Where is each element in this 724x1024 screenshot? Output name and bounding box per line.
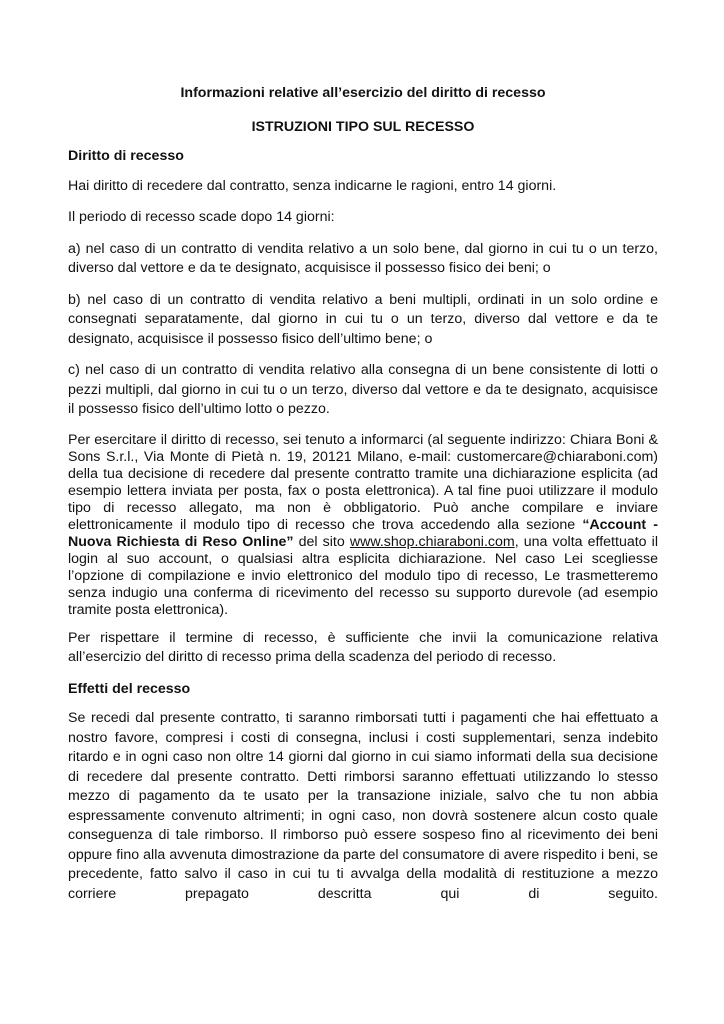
account-section-name: “Account - Nuova Richiesta di Reso Online”	[68, 516, 658, 550]
paragraph-withdrawal-period: Il periodo di recesso scade dopo 14 giorni:	[68, 209, 335, 225]
paragraph-how-to-withdraw	[68, 432, 658, 619]
paragraph-refund: Se recedi dal presente contratto, ti saranno rimborsati tutti i pagamenti che hai effettuato a nostro favore, compresi i costi di consegna, inclusi i costi supplementari, senza indebito ritardo e in ogni caso non oltre 14 giorni dal giorno in cui siamo informati della sua decisione di recedere dal presente contratto. Detti rimborsi saranno effettuati utilizzando lo stesso mezzo di pagamento da te usato per la transazione iniziale, salvo che tu non abbia espressamente convenuto altrimenti; in ogni caso, non dovrà sostenere alcun costo quale conseguenza di tale rimborso. Il rimborso può essere sospeso fino al ricevimento dei beni oppure fino alla avvenuta dimostrazione da parte del consumatore di avere rispedito i beni, se precedente, fatto salvo il caso in cui tu ti avvalga della modalità di restituzione a mezzo corriere prepagato descritta qui di seguito.	[68, 710, 658, 902]
section-heading-right-of-withdrawal: Diritto di recesso	[68, 148, 184, 164]
paragraph-case-b: b) nel caso di un contratto di vendita relativo a beni multipli, ordinati in un solo ordine e consegnati separatamente, dal giorno in cui tu o un terzo, diverso dal vettore e da te designato, acquisisce il possesso fisico dell’ultimo bene; o	[68, 291, 658, 347]
shop-website-link[interactable]: www.shop.chiaraboni.com	[349, 533, 515, 550]
paragraph-how-to-withdraw-text-2: del sito	[293, 533, 350, 550]
paragraph-how-to-withdraw-text-3: , una volta effettuato il login al suo account, o qualsiasi altra esplicita dichiarazione. Nel caso Lei scegliesse l’opzione di compilazione e invio elettronico del modulo tipo di recesso, Le trasmetteremo senza indugio una conferma di ricevimento del recesso su supporto durevole (ad esempio tramite posta elettronica).	[68, 533, 658, 618]
paragraph-case-c: c) nel caso di un contratto di vendita relativo alla consegna di un bene consistente di lotti o pezzi multipli, dal giorno in cui tu o un terzo, diverso dal vettore e da te designato, acquisisce il possesso fisico dell’ultimo lotto o pezzo.	[68, 362, 658, 417]
paragraph-case-a: a) nel caso di un contratto di vendita relativo a un solo bene, dal giorno in cui tu o un terzo, diverso dal vettore e da te designato, acquisisce il possesso fisico dei beni; o	[68, 240, 658, 276]
document-title: Informazioni relative all’esercizio del diritto di recesso	[180, 85, 546, 101]
document-page	[68, 84, 658, 916]
paragraph-withdrawal-right: Hai diritto di recedere dal contratto, senza indicarne le ragioni, entro 14 giorni.	[68, 177, 557, 194]
paragraph-deadline-compliance: Per rispettare il termine di recesso, è sufficiente che invii la comunicazione relativa all’esercizio del diritto di recesso prima della scadenza del periodo di recesso.	[68, 629, 658, 665]
section-heading-effects-of-withdrawal: Effetti del recesso	[68, 680, 191, 697]
paragraph-how-to-withdraw-text-1: Per esercitare il diritto di recesso, sei tenuto a informarci (al seguente indirizzo: Chiara Boni & Sons S.r.l., Via Monte di Pietà n. 19, 20121 Milano, e-mail: customercare@chiaraboni.com) della tua decisione di recedere dal presente contratto tramite una dichiarazione esplicita (ad esempio lettera inviata per posta, fax o posta elettronica). A tal fine puoi utilizzare il modulo tipo di recesso allegato, ma non è obbligatorio. Può anche compilare e inviare elettronicamente il modulo tipo di recesso che trova accedendo alla sezione	[68, 431, 658, 533]
document-subtitle: ISTRUZIONI TIPO SUL RECESSO	[251, 118, 475, 135]
